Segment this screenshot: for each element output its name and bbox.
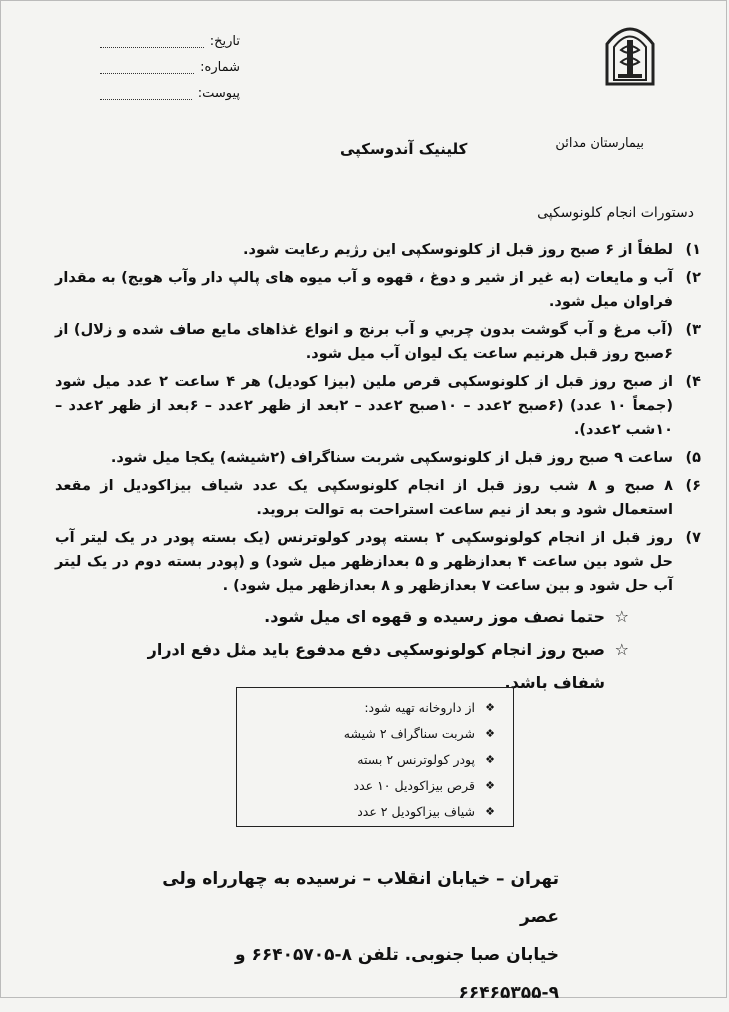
instruction-text: (آب مرغ و آب گوشت بدون چربي و آب برنج و انواع غذاهای مایع صاف شده و زلال) از ۶صبح روز قبل هرنیم ساعت یک لیوان آب میل شود. bbox=[55, 322, 673, 362]
instruction-item bbox=[55, 238, 701, 262]
instruction-item bbox=[55, 370, 701, 442]
instruction-list bbox=[55, 238, 701, 602]
note-text: صبح روز انجام کولونوسکپی دفع مدفوع باید مثل دفع ادرار شفاف باشد. bbox=[147, 640, 605, 692]
instruction-text: آب و مایعات (به غیر از شیر و دوغ ، قهوه و آب میوه های پالپ دار وآب هویج) به مقدار فراوان میل شود. bbox=[55, 270, 673, 310]
instruction-number: ۱) bbox=[685, 242, 701, 258]
document-title: دستورات انجام کلونوسکپی bbox=[537, 205, 694, 221]
number-blank bbox=[100, 61, 194, 74]
attachment-label: پیوست: bbox=[197, 85, 240, 101]
document-meta bbox=[100, 28, 240, 106]
hospital-logo bbox=[604, 22, 656, 86]
attachment-blank bbox=[100, 87, 192, 100]
pharmacy-item-text: قرص بیزاکودیل ۱۰ عدد bbox=[353, 777, 475, 793]
star-icon: ☆ bbox=[614, 640, 629, 659]
attachment-field bbox=[100, 80, 240, 106]
instruction-item bbox=[55, 446, 701, 470]
hospital-name: بیمارستان مدائن bbox=[555, 136, 644, 151]
address-line: تهران – خیابان انقلاب – نرسیده به چهارراه ولی عصر bbox=[162, 869, 559, 927]
date-label: تاریخ: bbox=[209, 33, 240, 49]
instruction-text: ۸ صبح و ۸ شب روز قبل از انجام کلونوسکپی یک عدد شیاف بیزاکودیل از مقعد استعمال شود و بعد از نیم ساعت استراحت به توالت بروید. bbox=[55, 478, 673, 518]
diamond-bullet-icon: ❖ bbox=[485, 700, 495, 714]
address-block bbox=[150, 860, 559, 1012]
instruction-number: ۴) bbox=[685, 374, 701, 390]
instruction-item bbox=[55, 526, 701, 598]
instruction-number: ۶) bbox=[685, 478, 701, 494]
clinic-name: کلینیک آندوسکپی bbox=[340, 140, 468, 158]
pharmacy-item-text: شربت سناگراف ۲ شیشه bbox=[343, 725, 475, 741]
pharmacy-item bbox=[247, 746, 495, 772]
date-field bbox=[100, 28, 240, 54]
instruction-item bbox=[55, 318, 701, 366]
important-notes bbox=[110, 600, 629, 699]
number-label: شماره: bbox=[200, 59, 240, 75]
date-blank bbox=[100, 35, 204, 48]
pharmacy-item bbox=[247, 798, 495, 824]
instruction-number: ۳) bbox=[685, 322, 701, 338]
diamond-bullet-icon: ❖ bbox=[485, 726, 495, 740]
instruction-text: روز قبل از انجام کولونوسکپی ۲ بسته پودر کولوترنس (یک بسته پودر در یک لیتر آب حل شود بین ساعت ۴ بعدازظهر و ۵ بعدازظهر میل شود) و (پودر بسته دوم در یک لیتر آب حل شود و بین ساعت ۷ بعدازظهر و ۸ بعدازظهر میل شود) . bbox=[55, 530, 674, 594]
pharmacy-item-text: شیاف بیزاکودیل ۲ عدد bbox=[357, 803, 475, 819]
star-icon: ☆ bbox=[614, 607, 629, 626]
instruction-item bbox=[55, 474, 701, 522]
pharmacy-box bbox=[236, 687, 514, 827]
note-text: حتما نصف موز رسیده و قهوه ای میل شود. bbox=[264, 607, 605, 626]
instruction-number: ۵) bbox=[685, 450, 701, 466]
diamond-bullet-icon: ❖ bbox=[485, 778, 495, 792]
instruction-item bbox=[55, 266, 701, 314]
diamond-bullet-icon: ❖ bbox=[485, 804, 495, 818]
address-phone-line: خیابان صبا جنوبی. تلفن ۸-۶۶۴۰۵۷۰۵ و ۹-۶۶۴۶۵۳۵۵ bbox=[235, 945, 559, 1003]
number-field bbox=[100, 54, 240, 80]
instruction-text: لطفاً از ۶ صبح روز قبل از کلونوسکپی این رژیم رعایت شود. bbox=[243, 242, 673, 258]
pharmacy-item bbox=[247, 694, 495, 720]
instruction-text: ساعت ۹ صبح روز قبل از کلونوسکپی شربت سناگراف (۲شیشه) یکجا میل شود. bbox=[110, 450, 673, 466]
pharmacy-item bbox=[247, 720, 495, 746]
note-item bbox=[110, 600, 629, 633]
pharmacy-item bbox=[247, 772, 495, 798]
instruction-number: ۷) bbox=[685, 530, 701, 546]
pharmacy-item-text: از داروخانه تهیه شود: bbox=[364, 699, 475, 715]
diamond-bullet-icon: ❖ bbox=[485, 752, 495, 766]
instruction-text: از صبح روز قبل از کلونوسکپی قرص ملین (بیزا کودیل) هر ۴ ساعت ۲ عدد میل شود (جمعاً ۱۰ عدد) (۶صبح ۲عدد – ۱۰صبح ۲عدد – ۲بعد از ظهر ۲عدد – ۶بعد از ظهر ۲عدد – ۱۰شب ۲عدد). bbox=[55, 374, 674, 438]
instruction-number: ۲) bbox=[685, 270, 701, 286]
pharmacy-item-text: پودر کولوترنس ۲ بسته bbox=[357, 751, 475, 767]
